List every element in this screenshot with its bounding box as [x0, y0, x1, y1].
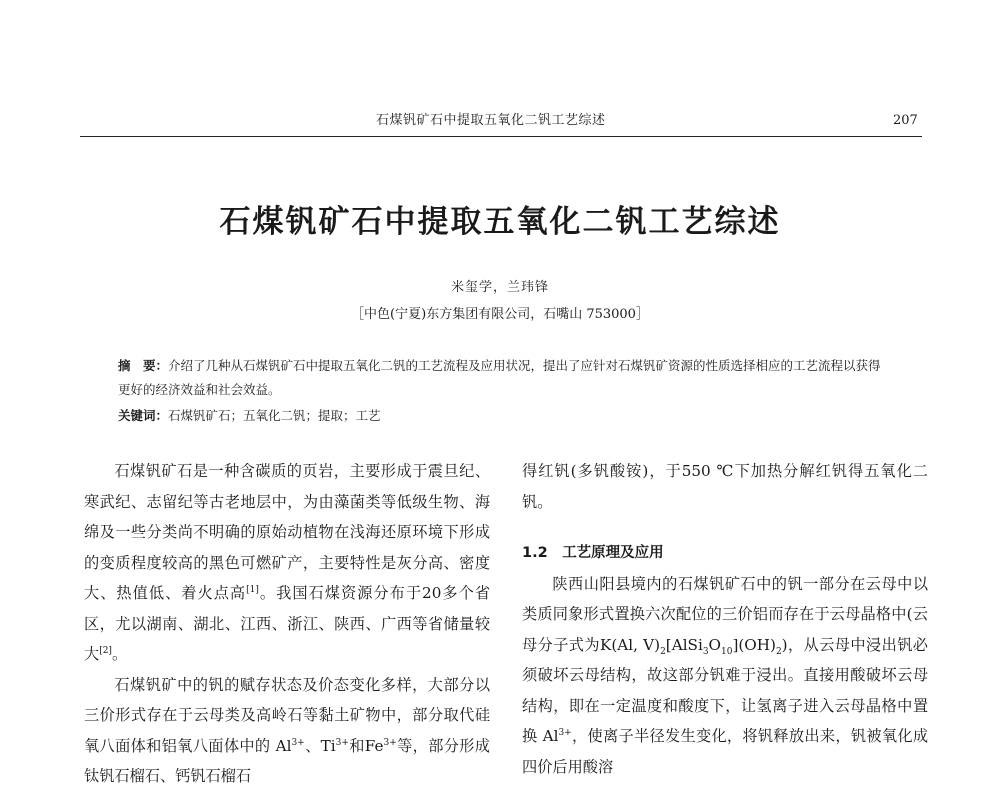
text-run: 陕西山阳县境内的石煤钒矿石中的钒一部分在云母中以类质同象形式置换六次配位的三价铝而存在于云母晶格中(云母分子式为K(Al, V) — [522, 574, 928, 654]
paragraph — [522, 569, 928, 783]
body-column-right — [522, 456, 928, 782]
abstract — [118, 354, 888, 402]
authors: 米玺学，兰玮锋 — [450, 280, 549, 295]
subscript: 2 — [660, 646, 666, 657]
running-title: 石煤钒矿石中提取五氧化二钒工艺综述 — [376, 113, 606, 128]
header-rule — [80, 136, 922, 137]
section-title: 工艺原理及应用 — [562, 545, 664, 561]
running-header — [0, 111, 1000, 131]
subscript: 3 — [702, 646, 709, 657]
superscript: 3+ — [558, 727, 572, 738]
text-run: )，从云母中浸出钒必须破坏云母结构，故这部分钒难于浸出。直接用酸破坏云母结构，即在一定温度和酸度下，让氢离子进入云母晶格中置换 Al — [522, 635, 928, 745]
text-run: 石煤钒矿石是一种含碳质的页岩，主要形成于震旦纪、寒武纪、志留纪等古老地层中，为由藻菌类等低级生物、海绵及一些分类尚不明确的原始动植物在浅海还原环境下形成的变质程度较高的黑色可燃矿产，主要特性是灰分高、密度大、热值低、着火点高 — [84, 462, 490, 602]
subscript: 10 — [721, 646, 733, 657]
subscript: 2 — [775, 646, 782, 657]
abstract-text: 介绍了几种从石煤钒矿石中提取五氧化二钒的工艺流程及应用状况，提出了应针对石煤钒矿资源的性质选择相应的工艺流程以获得更好的经济效益和社会效益。 — [118, 358, 881, 397]
paragraph — [84, 456, 490, 670]
text-run: 等，部分形成钛钒石榴石、钙钒石榴石 — [84, 736, 490, 785]
superscript: 3+ — [335, 737, 349, 748]
body-column-left — [84, 456, 490, 792]
text-run: 和Fe — [348, 736, 384, 755]
affiliation: ［中色(宁夏)东方集团有限公司，石嘴山 753000］ — [351, 307, 649, 322]
keywords — [118, 405, 888, 427]
text-run: 、Ti — [304, 736, 336, 755]
text-run: 石煤钒矿中的钒的赋存状态及价态变化多样，大部分以三价形式存在于云母类及高岭石等黏土矿物中，部分取代硅氧八面体和铝氧八面体中的 Al — [84, 675, 490, 755]
text-run: 。 — [111, 645, 128, 663]
superscript: 3+ — [383, 737, 397, 748]
text-run: ，使离子半径发生变化，将钒释放出来，钒被氧化成四价后用酸溶 — [522, 727, 929, 776]
text-run: O — [708, 635, 721, 654]
article-title: 石煤钒矿石中提取五氧化二钒工艺综述 — [219, 204, 781, 240]
citation: [1] — [246, 584, 259, 595]
paragraph: 得红钒(多钒酸铵)，于550 ℃下加热分解红钒得五氧化二钒。 — [522, 462, 928, 511]
paragraph — [84, 670, 490, 792]
text-run: [AlSi — [665, 635, 703, 654]
section-number: 1.2 — [522, 545, 548, 561]
text-run: 。我国石煤资源分布于20多个省区，尤以湖南、湖北、江西、浙江、陕西、广西等省储量较大 — [84, 584, 491, 663]
superscript: 3+ — [291, 737, 305, 748]
page-number: 207 — [893, 113, 918, 128]
abstract-label: 摘 要： — [118, 358, 169, 373]
text-run: ](OH) — [732, 635, 776, 654]
citation: [2] — [99, 645, 112, 656]
keywords-text: 石煤钒矿石；五氧化二钒；提取；工艺 — [168, 408, 381, 423]
section-heading — [522, 538, 928, 569]
keywords-label: 关键词： — [118, 408, 169, 423]
